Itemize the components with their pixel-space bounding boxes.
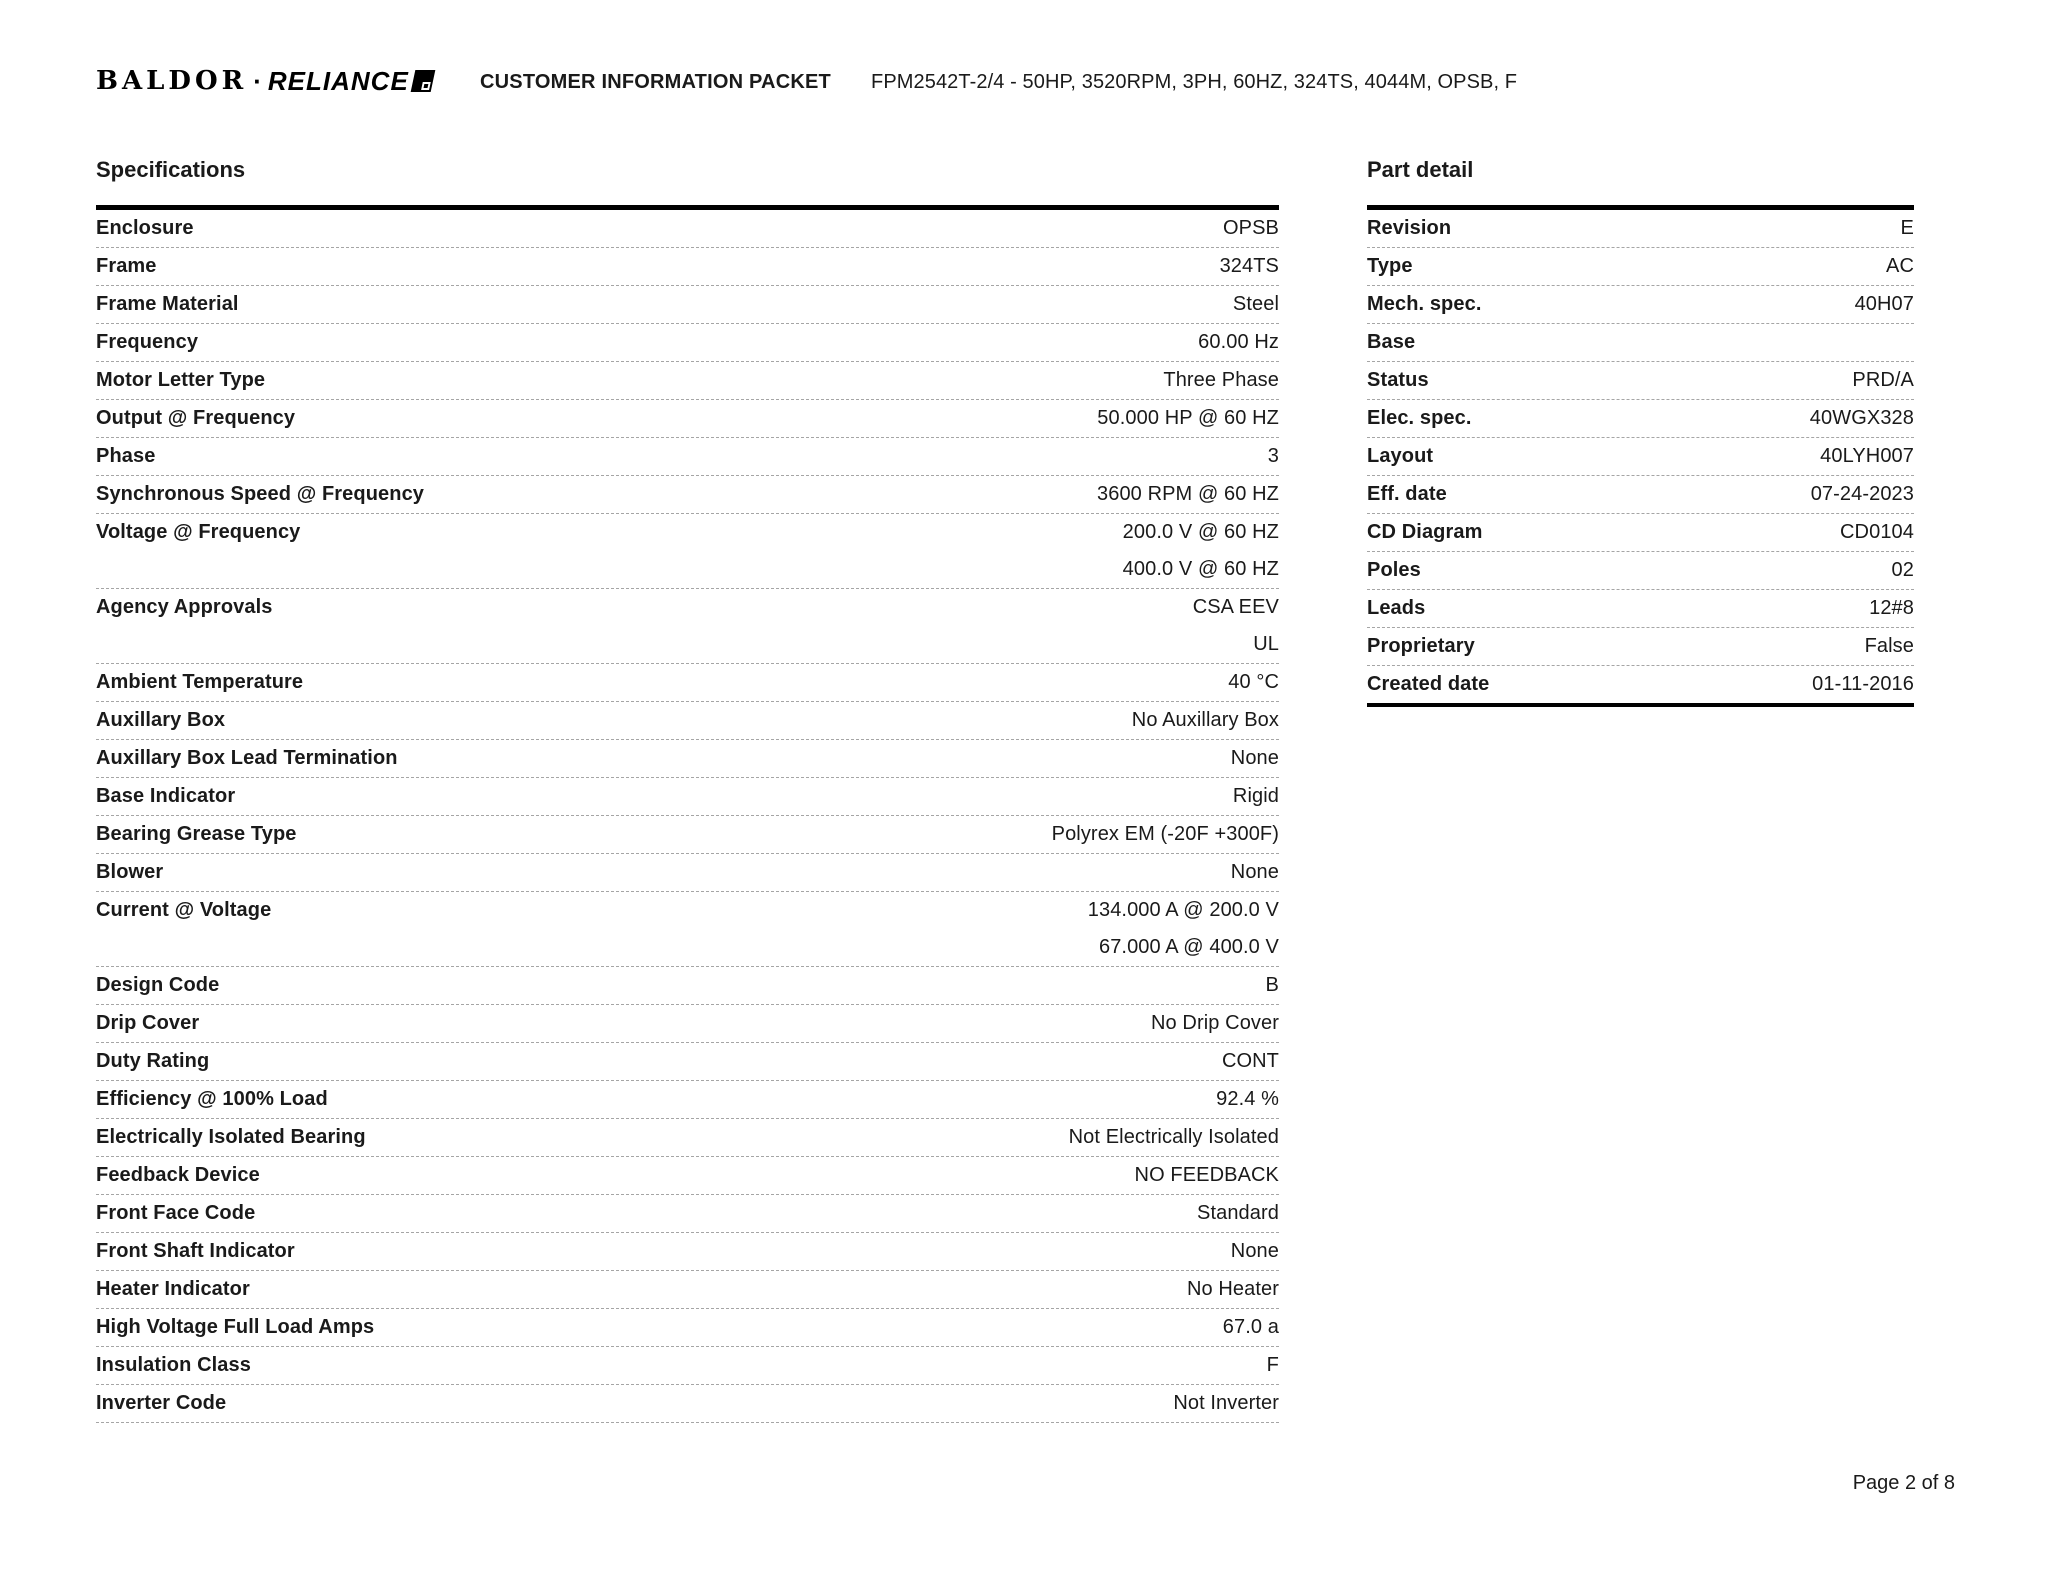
row-label: Base (1367, 331, 1416, 353)
table-row (96, 400, 1279, 438)
row-values (1811, 476, 1914, 513)
row-value: 40 °C (1228, 671, 1279, 693)
row-value: AC (1886, 255, 1914, 277)
row-label: Inverter Code (96, 1392, 227, 1414)
baldor-reliance-logo (96, 64, 433, 98)
table-row (96, 438, 1279, 476)
row-values (1223, 210, 1279, 247)
row-label: Electrically Isolated Bearing (96, 1126, 366, 1148)
row-label: Phase (96, 445, 156, 467)
table-row (96, 1271, 1279, 1309)
table-row (96, 892, 1279, 967)
row-values (1231, 1233, 1279, 1270)
row-value: 12#8 (1869, 597, 1914, 619)
row-value: 40LYH007 (1820, 445, 1914, 467)
row-values (1123, 514, 1279, 588)
row-values (1097, 400, 1279, 437)
row-values (1193, 589, 1279, 663)
logo-dot-separator: · (253, 65, 262, 96)
row-value: E (1900, 217, 1914, 239)
row-values (1869, 590, 1914, 627)
row-values (1069, 1119, 1279, 1156)
row-value: B (1265, 974, 1279, 996)
row-values (1812, 666, 1914, 703)
table-row (1367, 590, 1914, 628)
row-values (1173, 1385, 1279, 1422)
row-values (1223, 1309, 1279, 1346)
row-value: PRD/A (1852, 369, 1914, 391)
row-values (1266, 967, 1279, 1004)
row-values (1135, 1157, 1279, 1194)
table-row (96, 589, 1279, 664)
row-value: 40WGX328 (1809, 407, 1914, 429)
row-value: 400.0 V @ 60 HZ (1122, 558, 1279, 580)
logo-mark-inner-square (421, 82, 431, 90)
row-label: Insulation Class (96, 1354, 251, 1376)
row-values (1840, 514, 1914, 551)
specifications-title: Specifications (96, 157, 246, 182)
row-values (1865, 628, 1914, 665)
row-label: High Voltage Full Load Amps (96, 1316, 375, 1338)
row-value: CSA EEV (1192, 596, 1279, 618)
row-label: Base Indicator (96, 785, 236, 807)
row-values (1187, 1271, 1279, 1308)
row-values (1886, 248, 1914, 285)
row-values (1892, 552, 1914, 589)
table-row (96, 1081, 1279, 1119)
table-row (96, 286, 1279, 324)
row-value: 324TS (1219, 255, 1279, 277)
row-label: Enclosure (96, 217, 194, 239)
table-row (96, 362, 1279, 400)
row-value: No Drip Cover (1151, 1012, 1279, 1034)
table-row (96, 1157, 1279, 1195)
row-label: Status (1367, 369, 1429, 391)
row-label: Poles (1367, 559, 1421, 581)
logo-baldor-text: BALDOR (96, 66, 248, 96)
row-value: No Auxillary Box (1131, 709, 1279, 731)
row-value: 07-24-2023 (1810, 483, 1914, 505)
row-label: Revision (1367, 217, 1452, 239)
row-values (1163, 362, 1279, 399)
table-row (1367, 628, 1914, 666)
row-values (1852, 362, 1914, 399)
row-values (1268, 438, 1279, 475)
row-value: NO FEEDBACK (1134, 1164, 1279, 1186)
row-value: Standard (1197, 1202, 1279, 1224)
row-label: Blower (96, 861, 164, 883)
row-value: 67.000 A @ 400.0 V (1098, 936, 1279, 958)
row-values (1198, 324, 1279, 361)
table-row (1367, 666, 1914, 703)
table-row (96, 324, 1279, 362)
table-row (96, 1309, 1279, 1347)
row-value: 3600 RPM @ 60 HZ (1097, 483, 1279, 505)
table-row (96, 1385, 1279, 1423)
part-detail-title: Part detail (1367, 157, 1474, 182)
row-value: 40H07 (1854, 293, 1914, 315)
row-label: Frame (96, 255, 157, 277)
table-row (1367, 438, 1914, 476)
row-label: Design Code (96, 974, 220, 996)
part-detail-table (1367, 205, 1914, 707)
row-label: Current @ Voltage (96, 899, 272, 921)
row-label: Auxillary Box (96, 709, 226, 731)
row-values (1222, 1043, 1279, 1080)
row-label: Duty Rating (96, 1050, 210, 1072)
row-value: None (1230, 747, 1279, 769)
row-values (1233, 778, 1279, 815)
row-label: Feedback Device (96, 1164, 260, 1186)
row-label: Drip Cover (96, 1012, 200, 1034)
row-label: Voltage @ Frequency (96, 521, 301, 543)
row-values (1151, 1005, 1279, 1042)
row-label: Agency Approvals (96, 596, 273, 618)
page-indicator: Page 2 of 8 (1852, 1472, 1955, 1494)
table-row (96, 1233, 1279, 1271)
row-label: Created date (1367, 673, 1490, 695)
row-values (1052, 816, 1279, 853)
row-values (1901, 210, 1914, 247)
row-value: 02 (1891, 559, 1914, 581)
row-value: 01-11-2016 (1812, 673, 1914, 695)
table-row (96, 816, 1279, 854)
table-row (96, 967, 1279, 1005)
row-label: Frame Material (96, 293, 239, 315)
row-value: 67.0 a (1222, 1316, 1279, 1338)
specifications-table (96, 205, 1279, 1423)
row-value (1913, 324, 1914, 361)
row-value: F (1266, 1354, 1279, 1376)
table-row (96, 1195, 1279, 1233)
table-row (1367, 476, 1914, 514)
row-value: CONT (1221, 1050, 1279, 1072)
page-footer (1853, 1470, 1955, 1496)
product-code: FPM2542T-2/4 - 50HP, 3520RPM, 3PH, 60HZ, 324TS, 4044M, OPSB, F (871, 71, 1518, 93)
row-values (1216, 1081, 1279, 1118)
row-value: UL (1253, 633, 1279, 655)
row-values (1228, 664, 1279, 701)
row-label: Output @ Frequency (96, 407, 296, 429)
row-value: 92.4 % (1216, 1088, 1279, 1110)
row-values (1913, 324, 1914, 361)
row-value: Three Phase (1163, 369, 1279, 391)
document-title: CUSTOMER INFORMATION PACKET (480, 71, 831, 93)
table-row (1367, 324, 1914, 362)
row-value: Polyrex EM (-20F +300F) (1051, 823, 1279, 845)
row-value: Steel (1232, 293, 1279, 315)
row-label: Ambient Temperature (96, 671, 304, 693)
row-label: Mech. spec. (1367, 293, 1482, 315)
row-value: 200.0 V @ 60 HZ (1122, 521, 1279, 543)
row-label: Motor Letter Type (96, 369, 266, 391)
row-label: Synchronous Speed @ Frequency (96, 483, 425, 505)
row-value: 3 (1267, 445, 1279, 467)
table-row (96, 248, 1279, 286)
row-values (1088, 892, 1279, 966)
row-label: Bearing Grease Type (96, 823, 297, 845)
row-label: Layout (1367, 445, 1434, 467)
table-row (1367, 514, 1914, 552)
table-row (96, 702, 1279, 740)
table-row (1367, 248, 1914, 286)
row-values (1231, 854, 1279, 891)
table-row (96, 1347, 1279, 1385)
row-label: Leads (1367, 597, 1426, 619)
row-values (1855, 286, 1914, 323)
row-value: Rigid (1232, 785, 1279, 807)
logo-reliance-text: RELIANCE (267, 65, 409, 96)
table-row (96, 1005, 1279, 1043)
row-label: Elec. spec. (1367, 407, 1472, 429)
specifications-section (96, 156, 1279, 1423)
row-label: Efficiency @ 100% Load (96, 1088, 328, 1110)
document-header (96, 64, 1955, 98)
row-label: Proprietary (1367, 635, 1475, 657)
table-row (1367, 210, 1914, 248)
row-label: CD Diagram (1367, 521, 1483, 543)
row-label: Front Shaft Indicator (96, 1240, 295, 1262)
row-value: Not Electrically Isolated (1068, 1126, 1279, 1148)
row-value: None (1230, 861, 1279, 883)
table-row (96, 778, 1279, 816)
baldor-block-mark-icon (410, 70, 435, 92)
row-value: 134.000 A @ 200.0 V (1087, 899, 1279, 921)
table-row (96, 664, 1279, 702)
row-value: No Heater (1186, 1278, 1279, 1300)
row-values (1197, 1195, 1279, 1232)
row-value: CD0104 (1840, 521, 1914, 543)
row-values (1220, 248, 1279, 285)
row-label: Auxillary Box Lead Termination (96, 747, 398, 769)
row-label: Heater Indicator (96, 1278, 250, 1300)
row-values (1097, 476, 1279, 513)
table-row (96, 514, 1279, 589)
row-label: Eff. date (1367, 483, 1447, 505)
table-row (96, 1043, 1279, 1081)
row-values (1132, 702, 1279, 739)
row-label: Frequency (96, 331, 199, 353)
row-value: 60.00 Hz (1198, 331, 1279, 353)
row-label: Front Face Code (96, 1202, 256, 1224)
table-row (96, 1119, 1279, 1157)
row-value: None (1230, 1240, 1279, 1262)
table-row (96, 210, 1279, 248)
table-row (96, 476, 1279, 514)
row-value: False (1864, 635, 1914, 657)
row-values (1820, 438, 1914, 475)
row-value: OPSB (1223, 217, 1279, 239)
row-values (1810, 400, 1914, 437)
table-row (1367, 552, 1914, 590)
row-values (1267, 1347, 1279, 1384)
row-value: Not Inverter (1173, 1392, 1279, 1414)
table-row (96, 854, 1279, 892)
row-values (1233, 286, 1279, 323)
table-row (96, 740, 1279, 778)
row-label: Type (1367, 255, 1413, 277)
row-values (1231, 740, 1279, 777)
table-row (1367, 362, 1914, 400)
part-detail-section (1367, 156, 1914, 707)
table-row (1367, 286, 1914, 324)
row-value: 50.000 HP @ 60 HZ (1097, 407, 1279, 429)
table-row (1367, 400, 1914, 438)
